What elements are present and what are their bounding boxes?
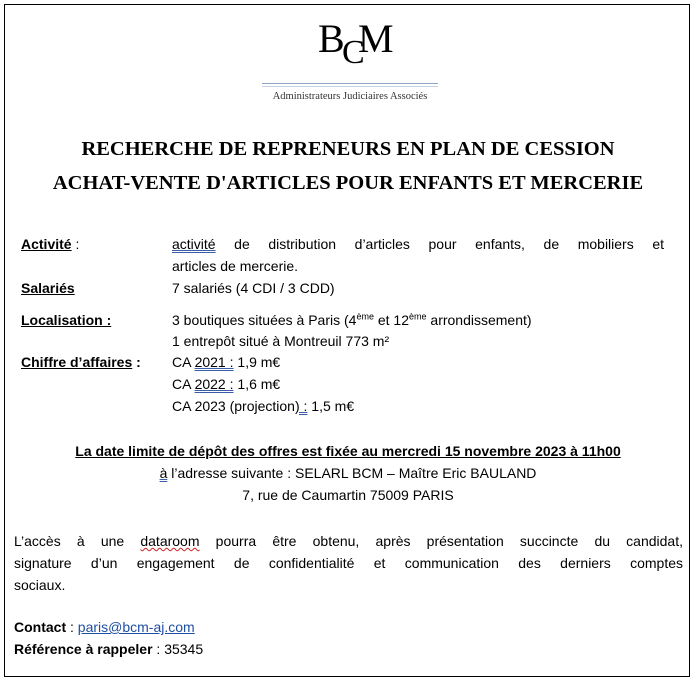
ca-2022: CA 2022 : 1,6 m€ bbox=[172, 376, 281, 392]
deadline-street-line: 7, rue de Caumartin 75009 PARIS bbox=[242, 487, 454, 503]
salaries-value: 7 salariés (4 CDI / 3 CDD) bbox=[172, 280, 335, 296]
contact-line: Contact : paris@bcm-aj.com bbox=[14, 619, 195, 635]
logo-rule-secondary bbox=[262, 86, 438, 87]
activite-line-1: activité de distribution d’articles pour enfants, de mobiliers et bbox=[172, 236, 664, 252]
logo-subtitle: Administrateurs Judiciaires Associés bbox=[272, 91, 428, 102]
logo-rule bbox=[262, 83, 438, 84]
ca-2021: CA 2021 : 1,9 m€ bbox=[172, 354, 281, 370]
dataroom-line-1: L’accès à une dataroom pourra être obtenu, après présentation succincte du candidat, bbox=[14, 533, 684, 549]
dataroom-line-3: sociaux. bbox=[14, 577, 66, 593]
salaries-label: Salariés bbox=[21, 280, 75, 296]
dataroom-paragraph bbox=[14, 530, 683, 596]
activite-word: activité bbox=[172, 236, 216, 252]
dataroom-line-2: signature d’un engagement de confidentialité et communication des derniers comptes bbox=[14, 555, 683, 571]
activite-line-2: articles de mercerie. bbox=[172, 258, 299, 274]
bcm-logo bbox=[240, 15, 460, 110]
logo-letter-c: C bbox=[342, 34, 363, 71]
deadline-line: La date limite de dépôt des offres est fixée au mercredi 15 novembre 2023 à 11h00 bbox=[75, 443, 621, 459]
reference-line: Référence à rappeler : 35345 bbox=[14, 641, 204, 657]
logo-letter-m: M bbox=[358, 16, 392, 61]
ca-label: Chiffre d’affaires : bbox=[21, 354, 141, 370]
contact-email-link[interactable]: paris@bcm-aj.com bbox=[77, 619, 195, 635]
reference-value: 35345 bbox=[164, 641, 204, 657]
deadline-address-line: à l’adresse suivante : SELARL BCM – Maître Eric BAULAND bbox=[159, 465, 537, 481]
activite-label: Activité : bbox=[21, 236, 80, 252]
localisation-label: Localisation : bbox=[21, 312, 112, 328]
localisation-line-1: 3 boutiques situées à Paris (4ème et 12ème arrondissement) bbox=[172, 311, 532, 328]
dataroom-word: dataroom bbox=[140, 533, 200, 549]
logo-letter-b: B bbox=[318, 16, 343, 61]
title-line-2: ACHAT-VENTE D'ARTICLES POUR ENFANTS ET MERCERIE bbox=[52, 172, 644, 194]
ca-2023: CA 2023 (projection) : 1,5 m€ bbox=[172, 398, 355, 414]
title-line-1: RECHERCHE DE REPRENEURS EN PLAN DE CESSION bbox=[81, 138, 615, 160]
localisation-line-2: 1 entrepôt situé à Montreuil 773 m² bbox=[172, 333, 390, 349]
